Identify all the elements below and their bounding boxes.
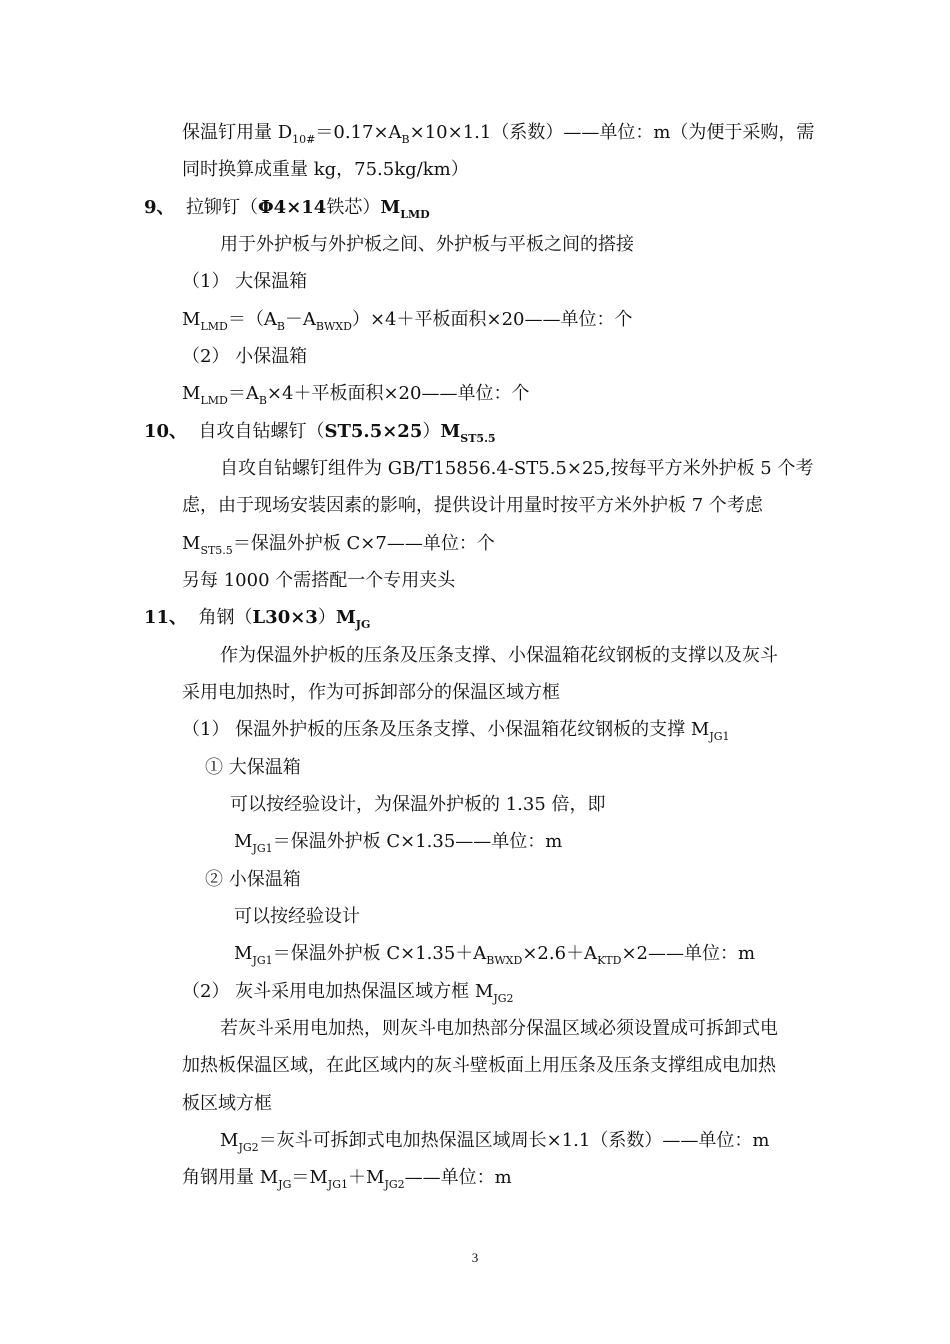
subscript: JG [355, 618, 371, 631]
text-line: ② 小保温箱 [205, 869, 301, 890]
text: M [380, 197, 401, 218]
text: 角钢用量 M [182, 1167, 279, 1188]
text: 保温钉用量 D [182, 122, 293, 143]
text: ＝保温外护板 C×7——单位：个 [232, 533, 495, 554]
text: M [440, 421, 461, 442]
text: Φ4×14 [257, 197, 327, 218]
text-line [182, 121, 814, 145]
formula-line [234, 830, 562, 854]
subscript: B [258, 394, 267, 407]
text: ×2.6＋A [522, 943, 598, 964]
text: ×4＋平板面积×20——单位：个 [266, 383, 530, 404]
text-line: 另每 1000 个需搭配一个专用夹头 [182, 570, 456, 591]
text: －A [284, 309, 316, 330]
text: M [234, 943, 253, 964]
text-line: 可以按经验设计，为保温外护板的 1.35 倍，即 [230, 794, 606, 815]
text: ×2——单位：m [621, 943, 756, 964]
subscript: JG2 [493, 992, 514, 1005]
subscript: JG1 [252, 842, 273, 855]
text: M [182, 533, 201, 554]
subscript: ST5.5 [200, 544, 233, 557]
subscript: JG1 [327, 1178, 348, 1191]
subscript: JG2 [384, 1178, 405, 1191]
text-line: 用于外护板与外护板之间、外护板与平板之间的搭接 [220, 234, 634, 255]
text: ＝A [227, 383, 259, 404]
subscript: LMD [200, 394, 228, 407]
text-line: 板区域方框 [182, 1093, 272, 1114]
subscript: BWXD [486, 954, 523, 967]
text-line [182, 980, 514, 1004]
text: ＝灰斗可拆卸式电加热保温区域周长×1.1（系数）——单位：m [258, 1130, 770, 1151]
text: （2） 灰斗采用电加热保温区域方框 M [182, 981, 494, 1002]
formula-line [182, 532, 495, 556]
text: M [220, 1130, 239, 1151]
text: ＝M [291, 1167, 328, 1188]
text: ） [317, 607, 336, 628]
text: M [234, 831, 253, 852]
text: M [182, 383, 201, 404]
text: 拉铆钉（ [185, 197, 258, 218]
subscript: B [401, 133, 410, 146]
section-heading [144, 196, 430, 220]
text: ）×4＋平板面积×20——单位：个 [351, 309, 633, 330]
text-line: 加热板保温区域，在此区域内的灰斗壁板面上用压条及压条支撑组成电加热 [182, 1055, 776, 1076]
text-line: 自攻自钻螺钉组件为 GB/T15856.4-ST5.5×25,按每平方米外护板 5 个考 [220, 458, 814, 479]
subscript: LMD [400, 208, 430, 221]
section-heading [144, 606, 370, 630]
text: ×10×1.1（系数）——单位：m（为便于采购，需 [409, 122, 815, 143]
formula-line [182, 1166, 512, 1190]
text: L30×3 [252, 607, 318, 628]
text: ＝0.17×A [315, 122, 402, 143]
text-line: 可以按经验设计 [234, 906, 360, 927]
text-line: 若灰斗采用电加热，则灰斗电加热部分保温区域必须设置成可拆卸式电 [220, 1018, 778, 1039]
text: ＝（A [227, 309, 277, 330]
text-line: （2） 小保温箱 [182, 346, 308, 367]
text-line [182, 718, 730, 742]
subscript: ST5.5 [460, 432, 496, 445]
section-heading [144, 420, 496, 444]
subscript: KTD [597, 954, 622, 967]
section-number: 9、 [144, 197, 175, 218]
formula-line [182, 382, 529, 406]
text-line: （1） 大保温箱 [182, 271, 308, 292]
text-line: 同时换算成重量 kg，75.5kg/km） [182, 159, 469, 180]
subscript: JG2 [238, 1141, 259, 1154]
text: ＋M [348, 1167, 385, 1188]
text: M [335, 607, 356, 628]
section-number: 11、 [144, 607, 188, 628]
subscript: 10# [292, 133, 316, 146]
text: ＝保温外护板 C×1.35——单位：m [272, 831, 563, 852]
text: 角钢（ [198, 607, 253, 628]
subscript: LMD [200, 320, 228, 333]
text: ——单位：m [404, 1167, 512, 1188]
text-line: ① 大保温箱 [205, 757, 301, 778]
section-number: 10、 [144, 421, 188, 442]
text: ST5.5×25 [324, 421, 423, 442]
text: 铁芯） [326, 197, 381, 218]
text: ＝保温外护板 C×1.35＋A [272, 943, 487, 964]
text: ） [422, 421, 441, 442]
formula-line [234, 942, 755, 966]
text-line: 虑，由于现场安装因素的影响，提供设计用量时按平方米外护板 7 个考虑 [182, 495, 763, 516]
text-line: 作为保温外护板的压条及压条支撑、小保温箱花纹钢板的支撑以及灰斗 [220, 645, 778, 666]
text: 自攻自钻螺钉（ [198, 421, 325, 442]
subscript: JG [278, 1178, 292, 1191]
subscript: JG1 [252, 954, 273, 967]
text: M [182, 309, 201, 330]
subscript: B [276, 320, 285, 333]
subscript: BWXD [315, 320, 352, 333]
text: （1） 保温外护板的压条及压条支撑、小保温箱花纹钢板的支撑 M [182, 719, 710, 740]
formula-line [182, 308, 633, 332]
subscript: JG1 [709, 730, 730, 743]
page-number: 3 [471, 1250, 479, 1265]
text-line: 采用电加热时，作为可拆卸部分的保温区域方框 [182, 682, 560, 703]
formula-line [220, 1129, 769, 1153]
